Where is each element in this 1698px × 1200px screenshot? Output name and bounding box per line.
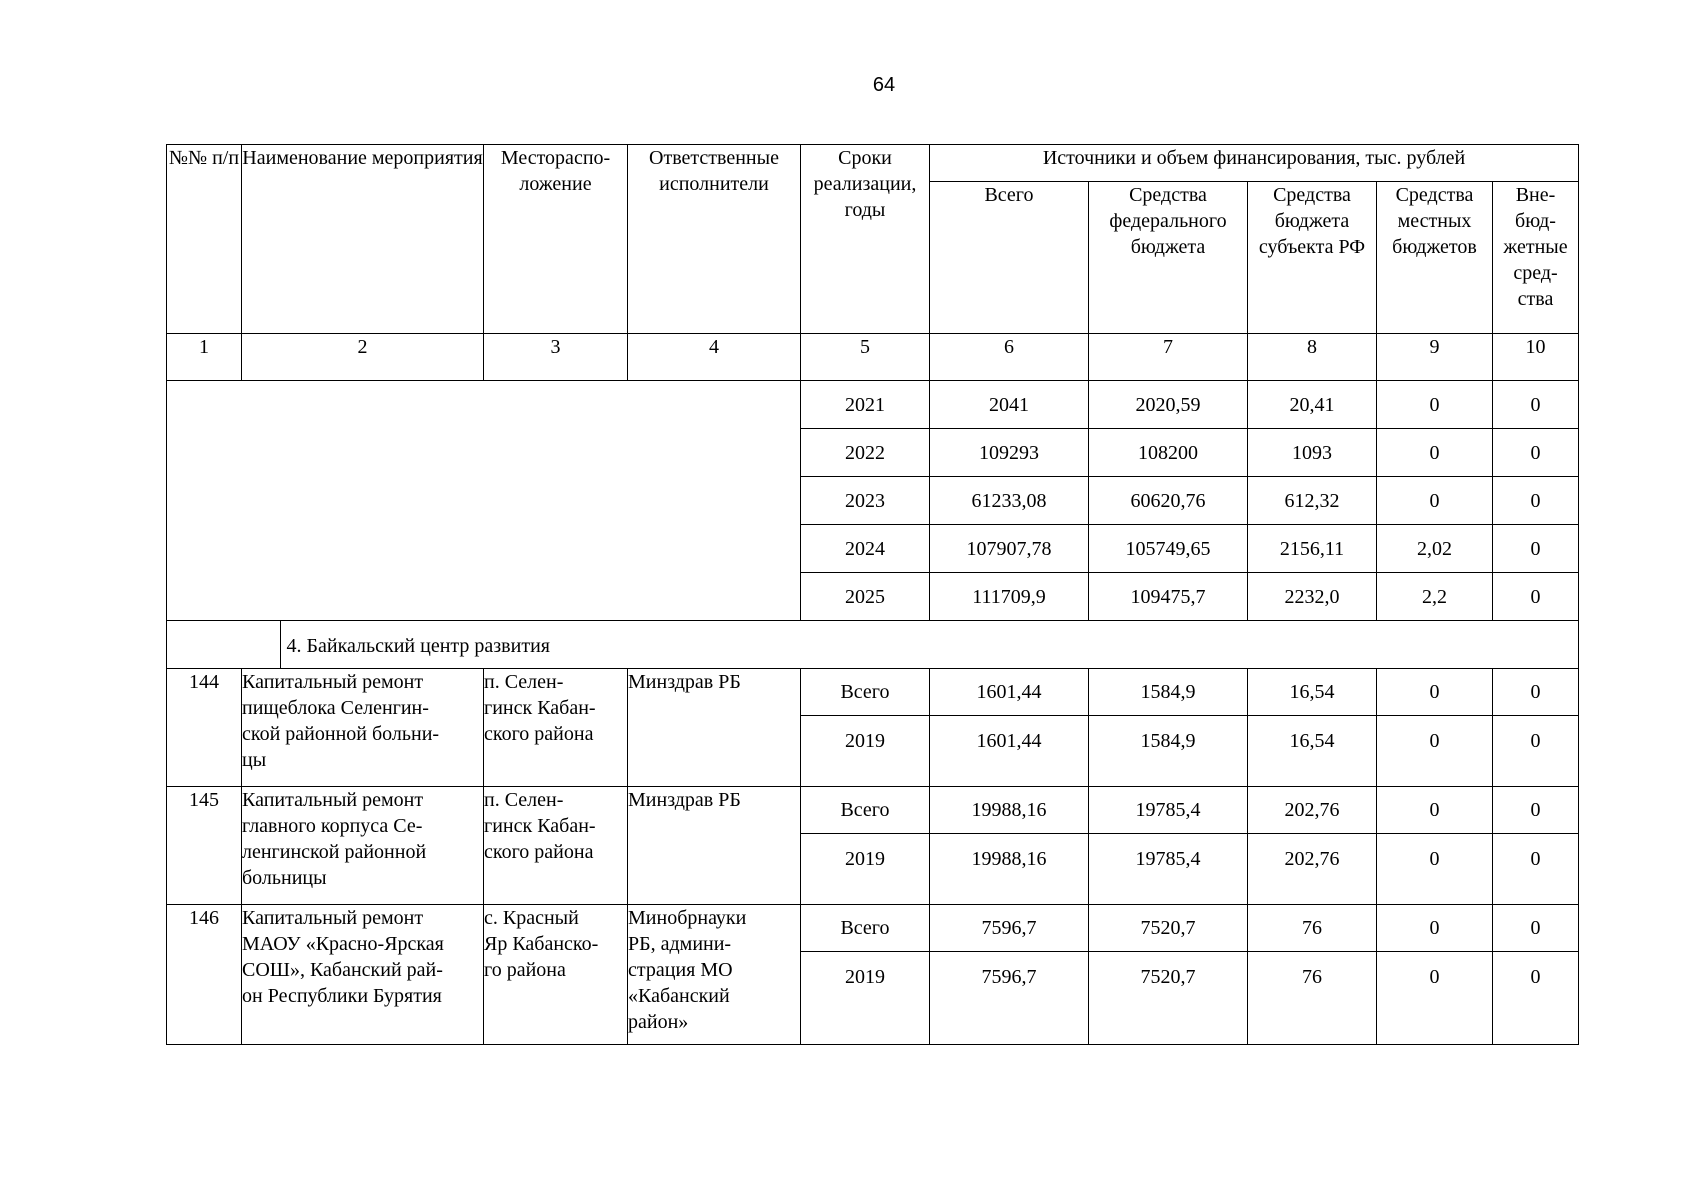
header-col-federal-text: Средства федерального бюджета <box>1109 184 1227 258</box>
cell-federal: 2020,59 <box>1089 381 1248 429</box>
cell-offbudget: 0 <box>1493 477 1579 525</box>
header-col-total-text: Всего <box>984 184 1034 206</box>
item-name-line: больницы <box>242 867 327 889</box>
cell-federal: 1584,9 <box>1089 669 1248 716</box>
cell-federal: 105749,65 <box>1089 525 1248 573</box>
cell-total: 1601,44 <box>930 716 1089 787</box>
section-row <box>167 621 1579 669</box>
item-row <box>167 669 1579 716</box>
item-executor-line: Минздрав РБ <box>628 789 741 811</box>
cell-local: 0 <box>1377 787 1493 834</box>
item-executor-line: «Кабанский <box>628 985 730 1007</box>
cell-regional: 76 <box>1248 952 1377 1045</box>
summary-blank-cell <box>167 381 801 621</box>
cell-local: 0 <box>1377 952 1493 1045</box>
cell-federal: 19785,4 <box>1089 787 1248 834</box>
item-executor-line: район» <box>628 1011 689 1033</box>
cell-year: 2019 <box>801 834 930 905</box>
cell-year: 2024 <box>801 525 930 573</box>
item-location <box>484 669 628 787</box>
page-number: 64 <box>872 74 896 96</box>
cell-federal: 7520,7 <box>1089 952 1248 1045</box>
item-name-line: Капитальный ремонт <box>242 671 424 693</box>
item-location-line: ского района <box>484 841 594 863</box>
item-index: 146 <box>167 905 242 1045</box>
cell-regional: 612,32 <box>1248 477 1377 525</box>
cell-offbudget: 0 <box>1493 787 1579 834</box>
item-executors <box>628 787 801 905</box>
cell-federal: 60620,76 <box>1089 477 1248 525</box>
cell-year: Всего <box>801 669 930 716</box>
item-name-line: МАОУ «Красно-Ярская <box>242 933 444 955</box>
header-funding-group <box>930 145 1579 182</box>
header-col-executors-text: Ответственные исполнители <box>649 147 779 195</box>
cell-regional: 16,54 <box>1248 669 1377 716</box>
cell-regional: 16,54 <box>1248 716 1377 787</box>
item-name <box>242 669 484 787</box>
cell-total: 111709,9 <box>930 573 1089 621</box>
header-col-executors <box>628 145 801 334</box>
column-number: 5 <box>801 334 930 381</box>
item-location-line: п. Селен- <box>484 789 564 811</box>
header-col-index-text: №№ п/п <box>168 147 240 169</box>
column-number: 8 <box>1248 334 1377 381</box>
column-number: 9 <box>1377 334 1493 381</box>
cell-year: 2022 <box>801 429 930 477</box>
header-col-federal <box>1089 182 1248 334</box>
item-row <box>167 905 1579 952</box>
item-location <box>484 787 628 905</box>
header-col-offbudget-line: Вне- <box>1515 184 1556 206</box>
cell-total: 61233,08 <box>930 477 1089 525</box>
cell-offbudget: 0 <box>1493 525 1579 573</box>
column-number: 10 <box>1493 334 1579 381</box>
item-location-line: с. Красный <box>484 907 579 929</box>
cell-local: 0 <box>1377 834 1493 905</box>
header-col-name <box>242 145 484 334</box>
cell-total: 19988,16 <box>930 834 1089 905</box>
cell-offbudget: 0 <box>1493 669 1579 716</box>
cell-total: 19988,16 <box>930 787 1089 834</box>
header-funding-group-text: Источники и объем финансирования, тыс. рублей <box>1042 147 1466 169</box>
item-location <box>484 905 628 1045</box>
item-name-line: пищеблока Селенгин- <box>242 697 429 719</box>
section-title-inner <box>280 621 1579 668</box>
cell-local: 0 <box>1377 669 1493 716</box>
item-name-line: Капитальный ремонт <box>242 907 424 929</box>
cell-federal: 7520,7 <box>1089 905 1248 952</box>
header-col-total <box>930 182 1089 334</box>
cell-year: 2019 <box>801 716 930 787</box>
item-location-line: го района <box>484 959 566 981</box>
cell-total: 1601,44 <box>930 669 1089 716</box>
item-location-line: Яр Кабанско- <box>484 933 599 955</box>
header-col-period-text: Сроки реализации, годы <box>813 147 917 221</box>
item-index: 145 <box>167 787 242 905</box>
item-name-line: цы <box>242 749 267 771</box>
cell-regional: 1093 <box>1248 429 1377 477</box>
header-col-offbudget-line: жетные <box>1503 236 1568 258</box>
header-col-name-text: Наименование мероприятия <box>242 147 483 169</box>
item-executor-line: Минздрав РБ <box>628 671 741 693</box>
cell-federal: 108200 <box>1089 429 1248 477</box>
cell-total: 7596,7 <box>930 952 1089 1045</box>
cell-year: 2019 <box>801 952 930 1045</box>
header-col-offbudget-line: сред- <box>1513 262 1558 284</box>
column-number: 3 <box>484 334 628 381</box>
column-number: 6 <box>930 334 1089 381</box>
cell-year: Всего <box>801 905 930 952</box>
cell-year: 2025 <box>801 573 930 621</box>
item-index: 144 <box>167 669 242 787</box>
item-executor-line: РБ, админи- <box>628 933 732 955</box>
section-title-text: 4. Байкальский центр развития <box>286 635 550 657</box>
cell-total: 2041 <box>930 381 1089 429</box>
header-col-location-line: Месторaспо- <box>500 147 611 169</box>
header-col-offbudget-line: ства <box>1517 288 1554 310</box>
cell-year: Всего <box>801 787 930 834</box>
cell-local: 0 <box>1377 429 1493 477</box>
item-name <box>242 905 484 1045</box>
item-executors <box>628 905 801 1045</box>
header-col-local <box>1377 182 1493 334</box>
cell-offbudget: 0 <box>1493 834 1579 905</box>
item-row <box>167 787 1579 834</box>
summary-row <box>167 381 1579 429</box>
cell-offbudget: 0 <box>1493 905 1579 952</box>
item-name <box>242 787 484 905</box>
table-body <box>167 334 1579 1045</box>
header-col-local-text: Средства местных бюджетов <box>1392 184 1477 258</box>
cell-total: 109293 <box>930 429 1089 477</box>
column-number: 2 <box>242 334 484 381</box>
header-col-period <box>801 145 930 334</box>
cell-local: 0 <box>1377 477 1493 525</box>
header-col-offbudget <box>1493 182 1579 334</box>
column-number: 4 <box>628 334 801 381</box>
cell-regional: 2232,0 <box>1248 573 1377 621</box>
header-col-offbudget-line: бюд- <box>1515 210 1556 232</box>
header-col-regional <box>1248 182 1377 334</box>
cell-regional: 202,76 <box>1248 787 1377 834</box>
cell-year: 2021 <box>801 381 930 429</box>
section-title <box>242 621 1579 669</box>
item-executors <box>628 669 801 787</box>
header-col-location <box>484 145 628 334</box>
cell-local: 2,2 <box>1377 573 1493 621</box>
header-col-location-line: ложение <box>519 173 592 195</box>
item-location-line: ского района <box>484 723 594 745</box>
financing-table <box>166 144 1579 1045</box>
cell-total: 7596,7 <box>930 905 1089 952</box>
item-name-line: СОШ», Кабанский рай- <box>242 959 443 981</box>
item-executor-line: страция МО <box>628 959 733 981</box>
cell-offbudget: 0 <box>1493 952 1579 1045</box>
cell-regional: 76 <box>1248 905 1377 952</box>
item-name-line: ленгинской районной <box>242 841 427 863</box>
cell-local: 0 <box>1377 716 1493 787</box>
item-name-line: ской районной больни- <box>242 723 440 745</box>
cell-local: 2,02 <box>1377 525 1493 573</box>
cell-federal: 19785,4 <box>1089 834 1248 905</box>
cell-offbudget: 0 <box>1493 381 1579 429</box>
cell-total: 107907,78 <box>930 525 1089 573</box>
cell-offbudget: 0 <box>1493 573 1579 621</box>
column-number-row <box>167 334 1579 381</box>
item-name-line: главного корпуса Се- <box>242 815 423 837</box>
header-col-index <box>167 145 242 334</box>
section-indent-cell <box>167 621 242 669</box>
item-executor-line: Минобрнауки <box>628 907 747 929</box>
item-location-line: п. Селен- <box>484 671 564 693</box>
item-location-line: гинск Кабан- <box>484 815 596 837</box>
cell-regional: 202,76 <box>1248 834 1377 905</box>
cell-local: 0 <box>1377 905 1493 952</box>
cell-offbudget: 0 <box>1493 429 1579 477</box>
item-name-line: Капитальный ремонт <box>242 789 424 811</box>
cell-offbudget: 0 <box>1493 716 1579 787</box>
cell-local: 0 <box>1377 381 1493 429</box>
item-location-line: гинск Кабан- <box>484 697 596 719</box>
column-number: 1 <box>167 334 242 381</box>
cell-federal: 109475,7 <box>1089 573 1248 621</box>
header-row-1 <box>167 145 1579 182</box>
cell-regional: 2156,11 <box>1248 525 1377 573</box>
cell-federal: 1584,9 <box>1089 716 1248 787</box>
cell-regional: 20,41 <box>1248 381 1377 429</box>
header-col-regional-text: Средства бюджета субъекта РФ <box>1258 184 1366 258</box>
item-name-line: он Республики Бурятия <box>242 985 442 1007</box>
cell-year: 2023 <box>801 477 930 525</box>
column-number: 7 <box>1089 334 1248 381</box>
